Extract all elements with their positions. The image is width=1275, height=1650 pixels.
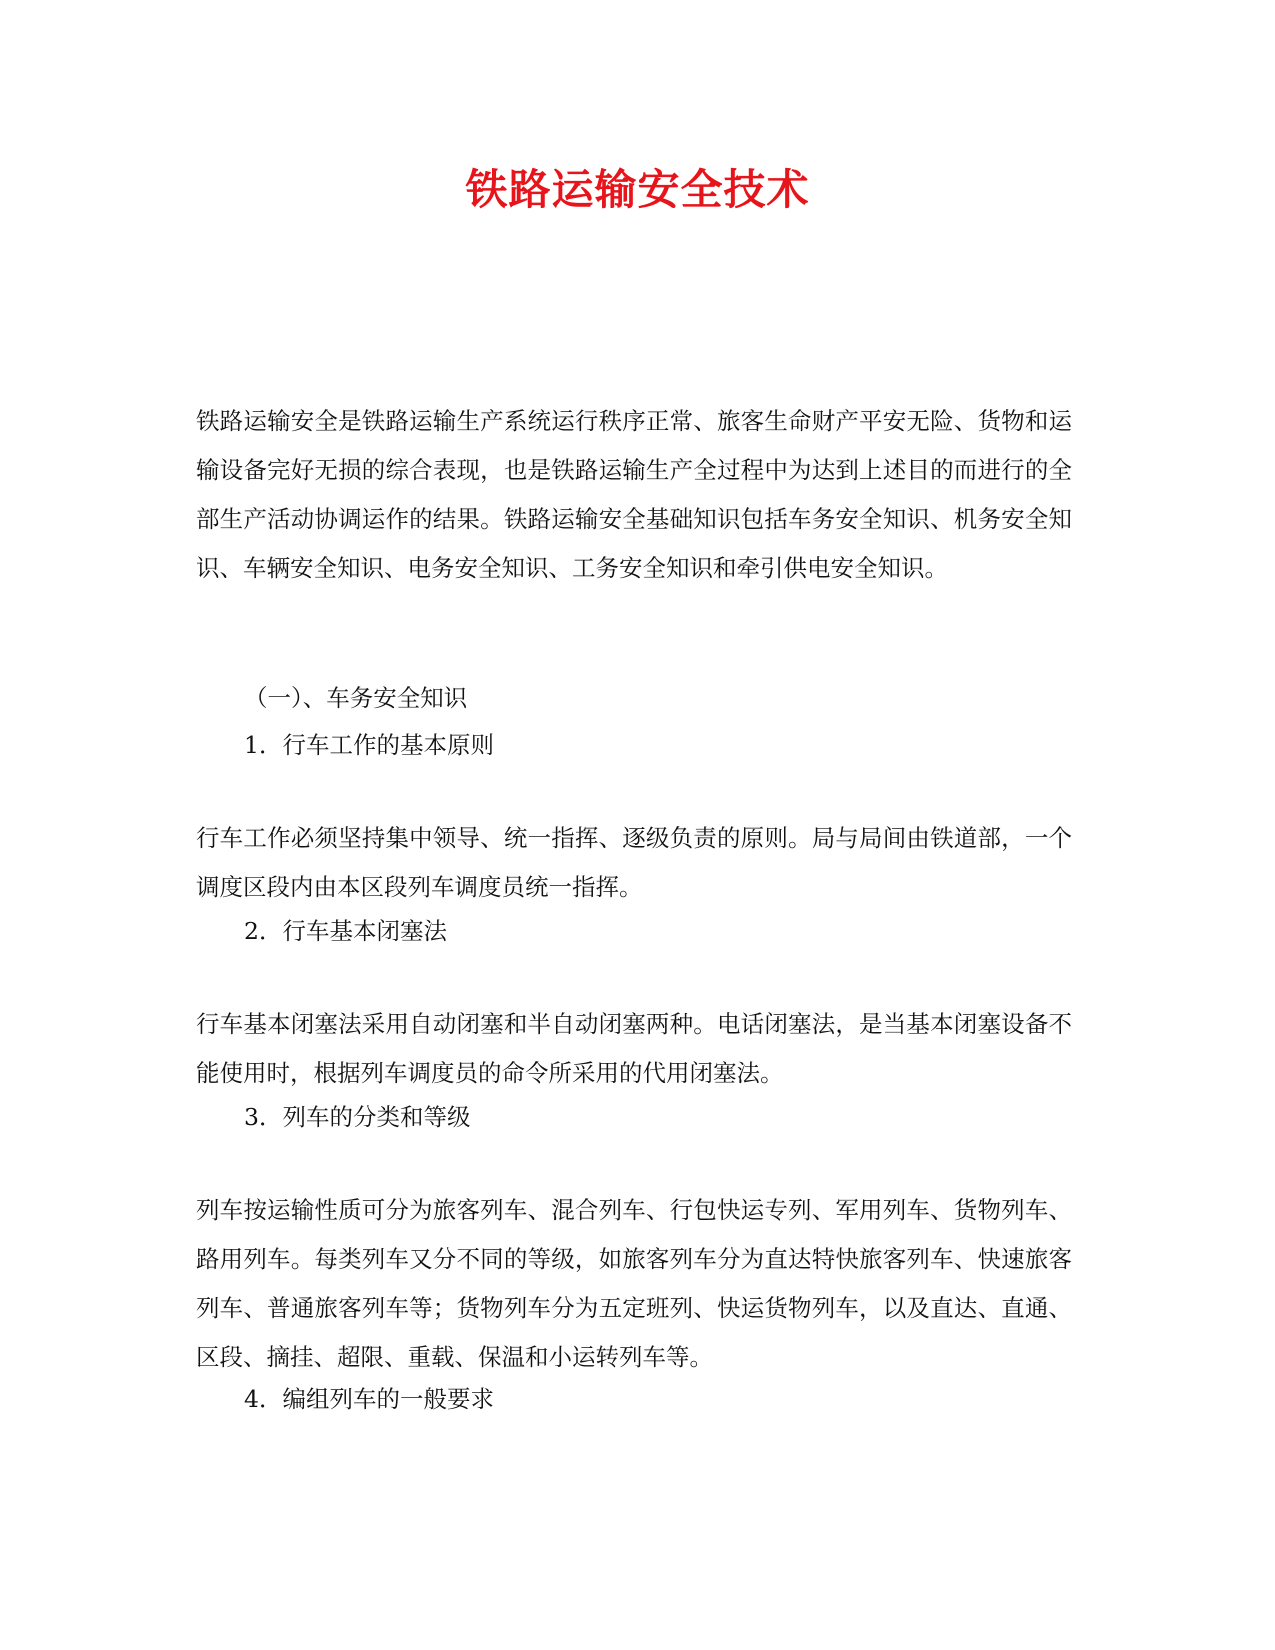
- item-heading-1: 1．行车工作的基本原则: [244, 731, 494, 759]
- document-title: 铁路运输安全技术: [465, 165, 810, 214]
- item-body-2: 行车基本闭塞法采用自动闭塞和半自动闭塞两种。电话闭塞法，是当基本闭塞设备不能使用时，根据列车调度员的命令所采用的代用闭塞法。: [196, 1010, 1072, 1087]
- item-heading-4: 4．编组列车的一般要求: [244, 1385, 494, 1413]
- item-heading-2: 2．行车基本闭塞法: [244, 917, 447, 945]
- section-heading-1: （一）、车务安全知识: [244, 684, 468, 712]
- item-body-1: 行车工作必须坚持集中领导、统一指挥、逐级负责的原则。局与局间由铁道部，一个调度区段内由本区段列车调度员统一指挥。: [196, 824, 1072, 901]
- intro-paragraph: 铁路运输安全是铁路运输生产系统运行秩序正常、旅客生命财产平安无险、货物和运输设备完好无损的综合表现，也是铁路运输生产全过程中为达到上述目的而进行的全部生产活动协调运作的结果。铁路运输安全基础知识包括车务安全知识、机务安全知识、车辆安全知识、电务安全知识、工务安全知识和牵引供电安全知识。: [196, 407, 1072, 582]
- item-heading-3: 3．列车的分类和等级: [244, 1103, 471, 1131]
- item-body-3: 列车按运输性质可分为旅客列车、混合列车、行包快运专列、军用列车、货物列车、路用列车。每类列车又分不同的等级，如旅客列车分为直达特快旅客列车、快速旅客列车、普通旅客列车等；货物列车分为五定班列、快运货物列车，以及直达、直通、区段、摘挂、超限、重载、保温和小运转列车等。: [196, 1196, 1072, 1371]
